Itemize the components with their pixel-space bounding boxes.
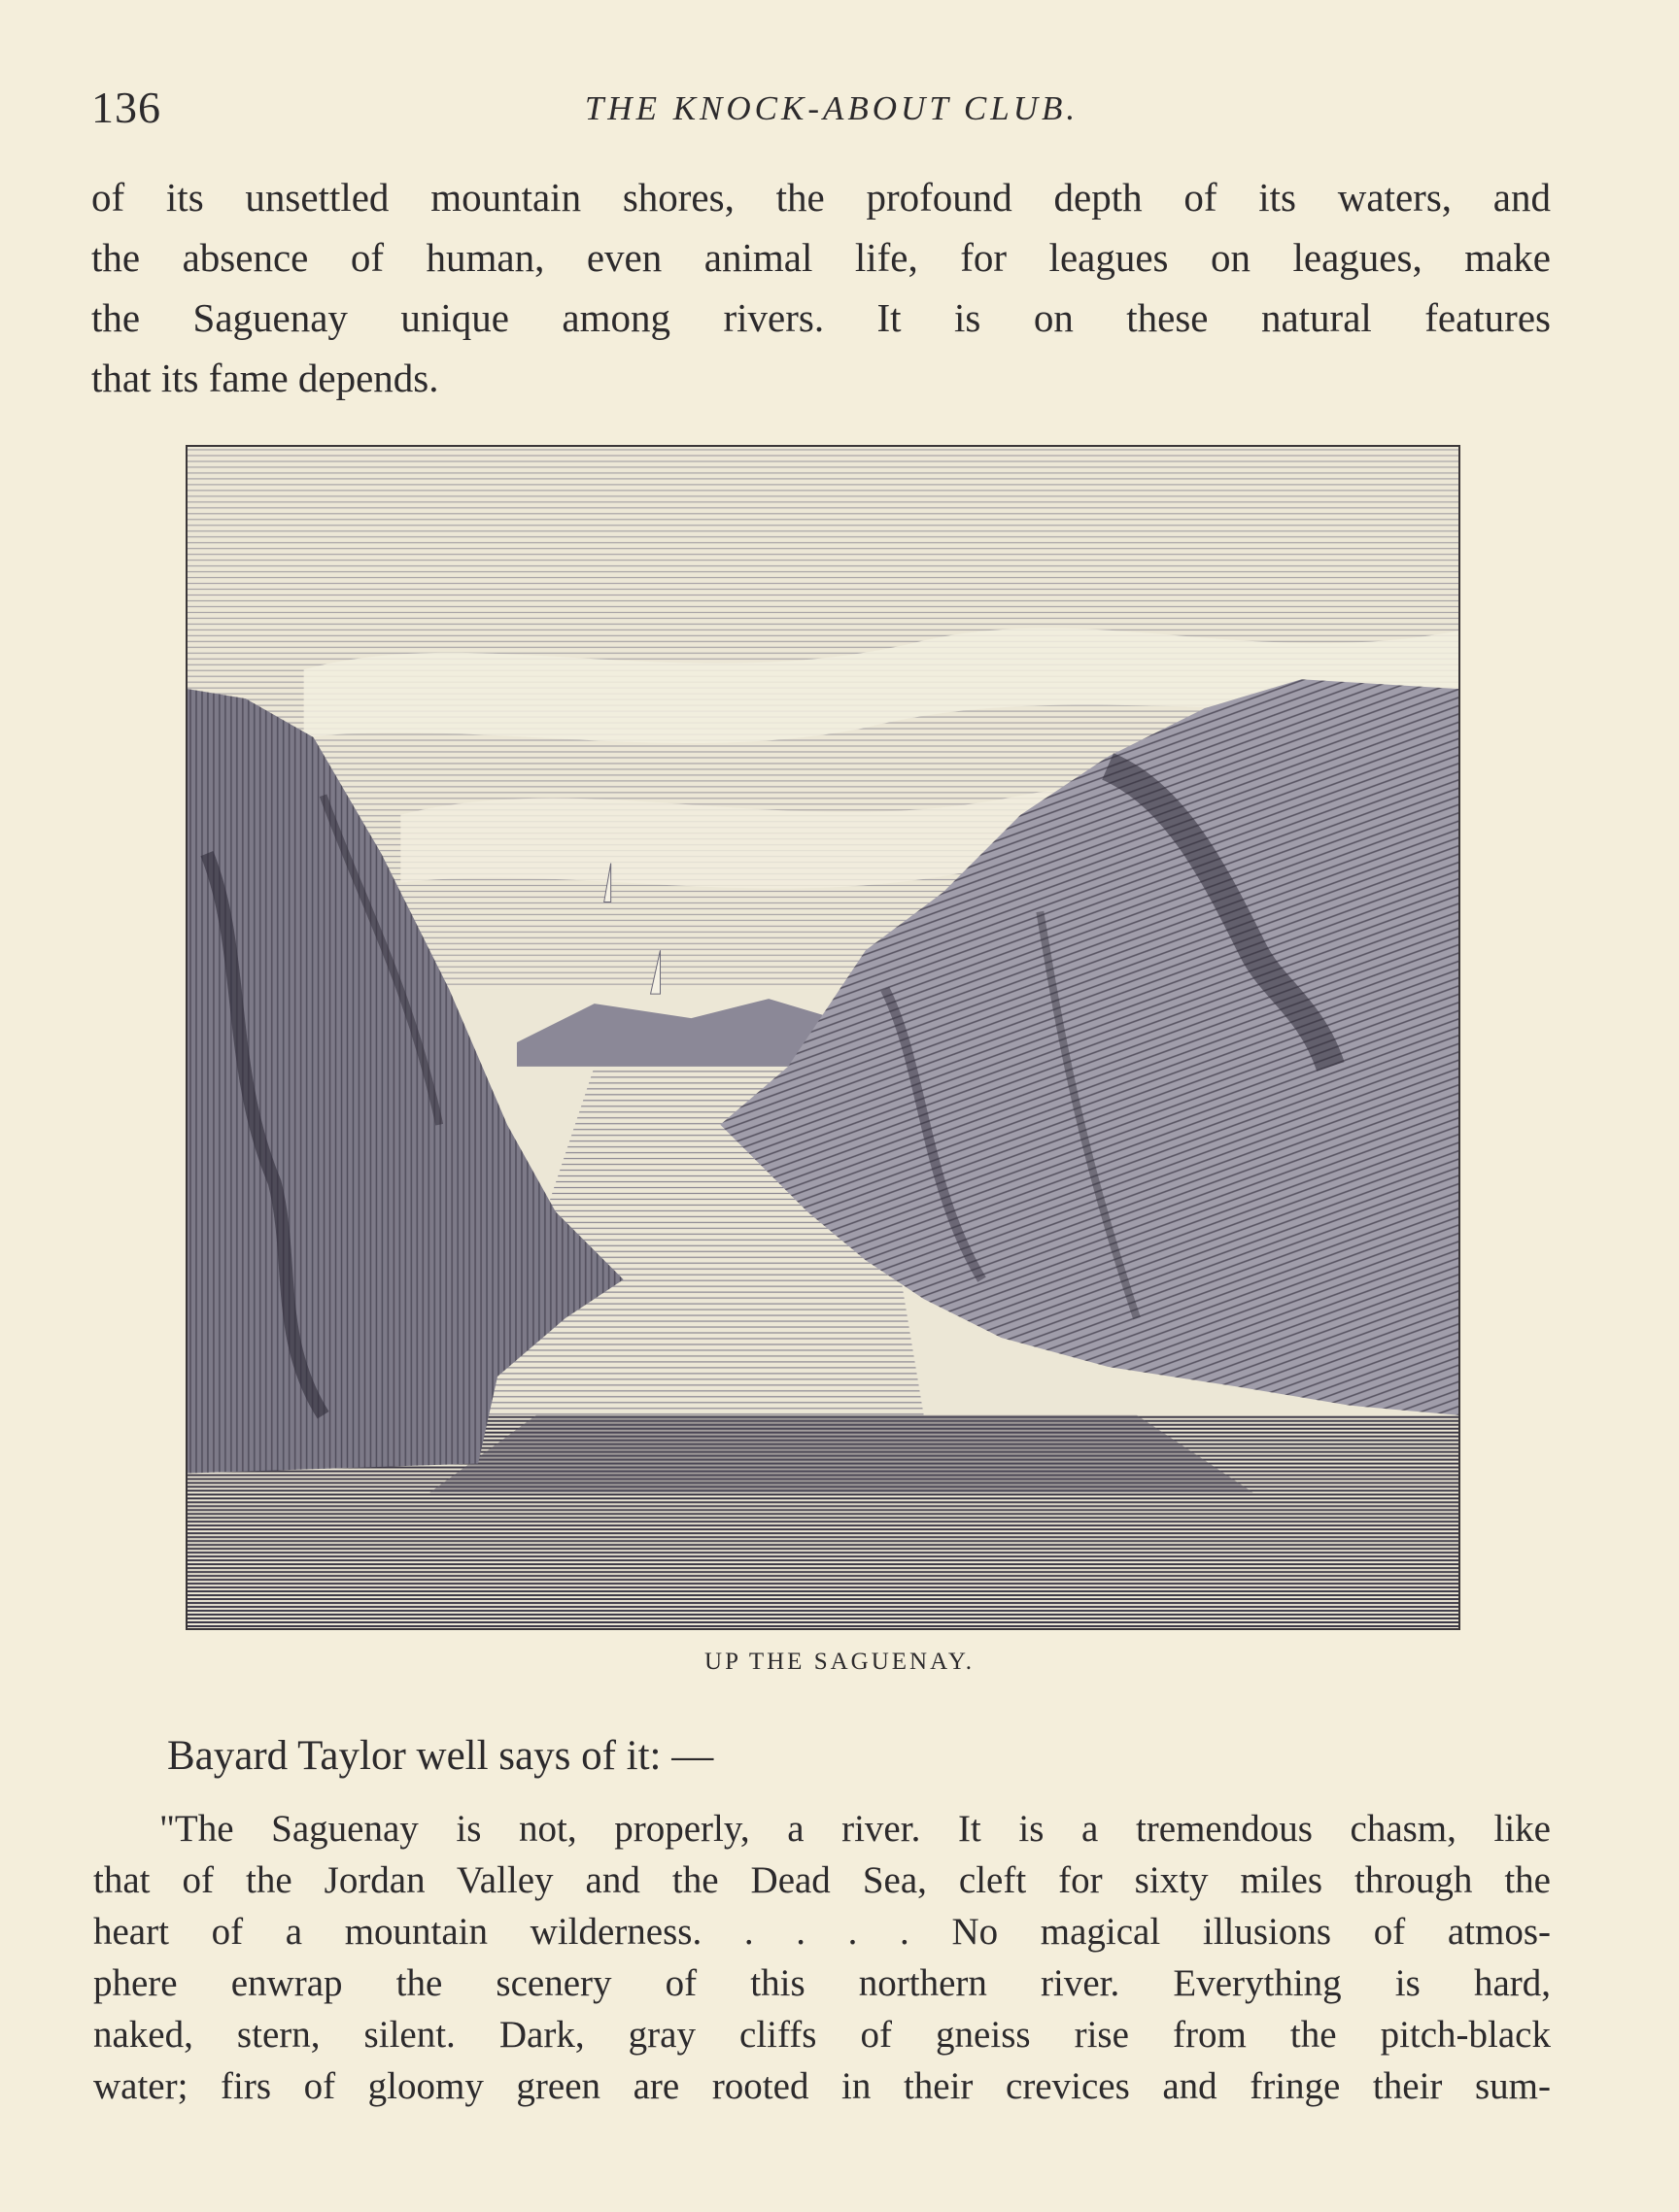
text-line: of its unsettled mountain shores, the profound depth of its waters, and bbox=[91, 175, 1551, 220]
running-title: THE KNOCK-ABOUT CLUB. bbox=[584, 89, 1079, 127]
illustration-caption: UP THE SAGUENAY. bbox=[704, 1649, 975, 1675]
text-line: that its fame depends. bbox=[91, 356, 439, 400]
running-head bbox=[91, 82, 1572, 130]
text-line: that of the Jordan Valley and the Dead Sea, cleft for sixty miles through the bbox=[93, 1859, 1551, 1901]
text-line: naked, stern, silent. Dark, gray cliffs of gneiss rise from the pitch-black bbox=[93, 2014, 1551, 2056]
quote-intro: Bayard Taylor well says of it: — bbox=[167, 1733, 714, 1779]
river-gorge-engraving bbox=[188, 447, 1458, 1628]
text-line: the Saguenay unique among rivers. It is on these natural features bbox=[91, 295, 1551, 340]
quoted-paragraph bbox=[93, 1803, 1551, 2112]
text-line: "The Saguenay is not, properly, a river. It is a tremendous chasm, like bbox=[159, 1808, 1551, 1850]
page-number: 136 bbox=[91, 83, 161, 132]
text-line: phere enwrap the scenery of this northern river. Everything is hard, bbox=[93, 1962, 1551, 2004]
text-line: water; firs of gloomy green are rooted in their crevices and fringe their sum- bbox=[93, 2065, 1551, 2107]
text-line: heart of a mountain wilderness. . . . . No magical illusions of atmos- bbox=[93, 1911, 1551, 1953]
engraving-illustration bbox=[186, 445, 1460, 1630]
text-line: the absence of human, even animal life, for leagues on leagues, make bbox=[91, 235, 1551, 280]
paragraph-continued bbox=[91, 167, 1551, 408]
